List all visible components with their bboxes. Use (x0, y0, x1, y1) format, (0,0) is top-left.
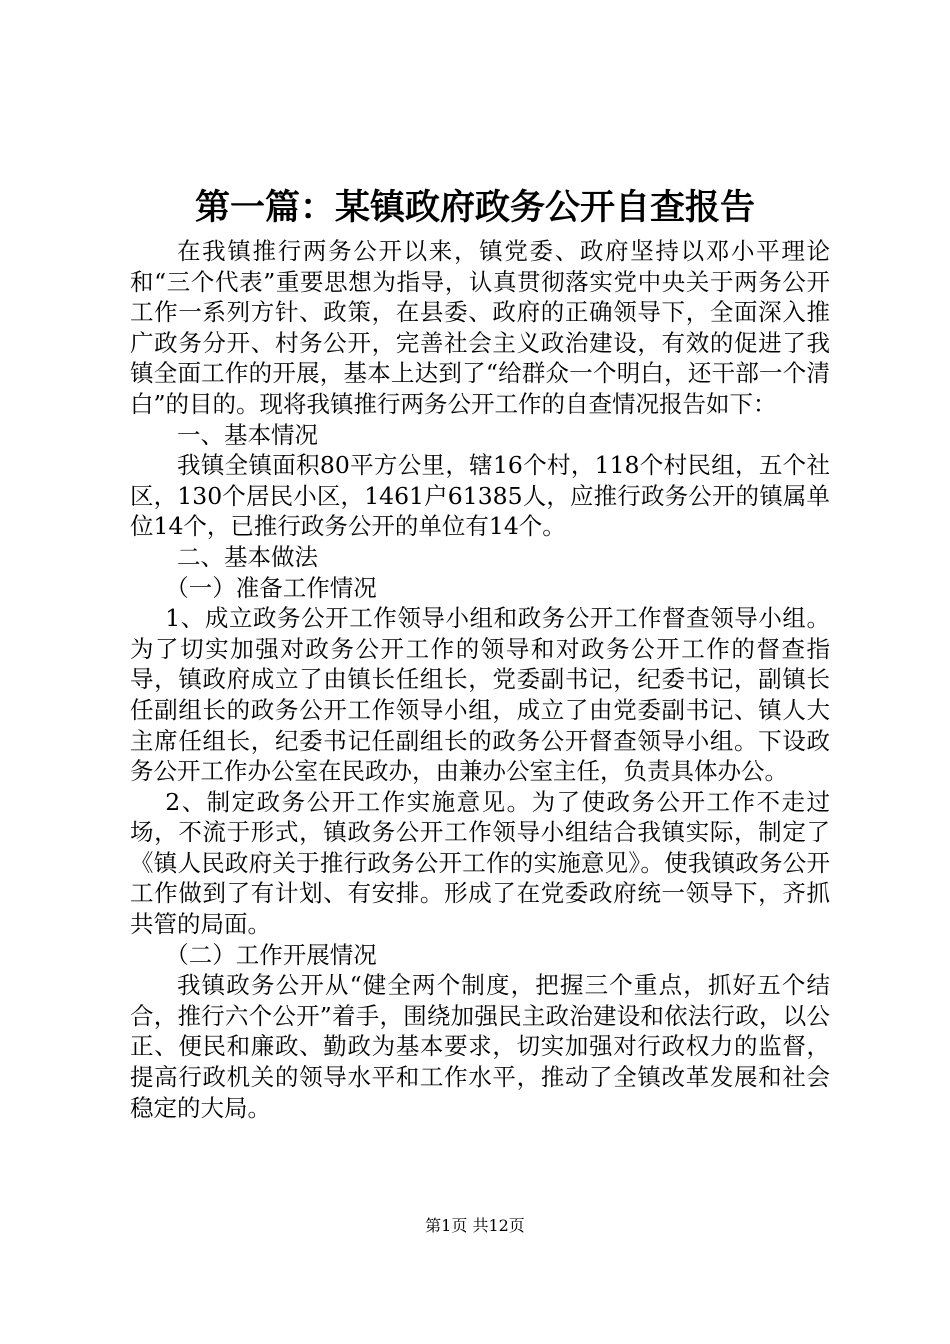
progress-paragraph: 我镇政务公开从“健全两个制度，把握三个重点，抓好五个结合，推行六个公开”着手，围绕加强民主政治建设和依法行政，以公正、便民和廉政、勤政为基本要求，切实加强对行政权力的监督，提高行政机关的领导水平和工作水平，推动了全镇改革发展和社会稳定的大局。 (130, 971, 830, 1122)
document-body (130, 236, 830, 1123)
subsection-heading-progress: （二）工作开展情况 (165, 940, 377, 969)
section-heading-basic-situation: 一、基本情况 (177, 420, 318, 449)
preparation-item-1-paragraph: 1、成立政务公开工作领导小组和政务公开工作督查领导小组。为了切实加强对政务公开工作的领导和对政务公开工作的督查指导，镇政府成立了由镇长任组长，党委副书记，纪委书记，副镇长任副组长的政务公开工作领导小组，成立了由党委副书记、镇人大主席任组长，纪委书记任副组长的政务公开督查领导小组。下设政务公开工作办公室在民政办，由兼办公室主任，负责具体办公。 (130, 604, 830, 786)
basic-situation-paragraph: 我镇全镇面积80平方公里，辖16个村，118个村民组，五个社区，130个居民小区，1461户61385人，应推行政务公开的镇属单位14个，已推行政务公开的单位有14个。 (130, 451, 830, 541)
subsection-heading-preparation: （一）准备工作情况 (165, 573, 377, 602)
preparation-item-2-paragraph: 2、制定政务公开工作实施意见。为了使政务公开工作不走过场，不流于形式，镇政务公开工作领导小组结合我镇实际，制定了《镇人民政府关于推行政务公开工作的实施意见》。使我镇政务公开工作做到了有计划、有安排。形成了在党委政府统一领导下，齐抓共管的局面。 (130, 787, 830, 939)
section-heading-basic-methods: 二、基本做法 (177, 542, 318, 571)
page-footer: 第1页 共12页 (425, 1216, 525, 1235)
document-title: 第一篇：某镇政府政务公开自查报告 (194, 187, 755, 228)
intro-paragraph: 在我镇推行两务公开以来，镇党委、政府坚持以邓小平理论和“三个代表”重要思想为指导，认真贯彻落实党中央关于两务公开工作一系列方针、政策，在县委、政府的正确领导下，全面深入推广政务分开、村务公开，完善社会主义政治建设，有效的促进了我镇全面工作的开展，基本上达到了“给群众一个明白，还干部一个清白”的目的。现将我镇推行两务公开工作的自查情况报告如下： (130, 237, 830, 418)
